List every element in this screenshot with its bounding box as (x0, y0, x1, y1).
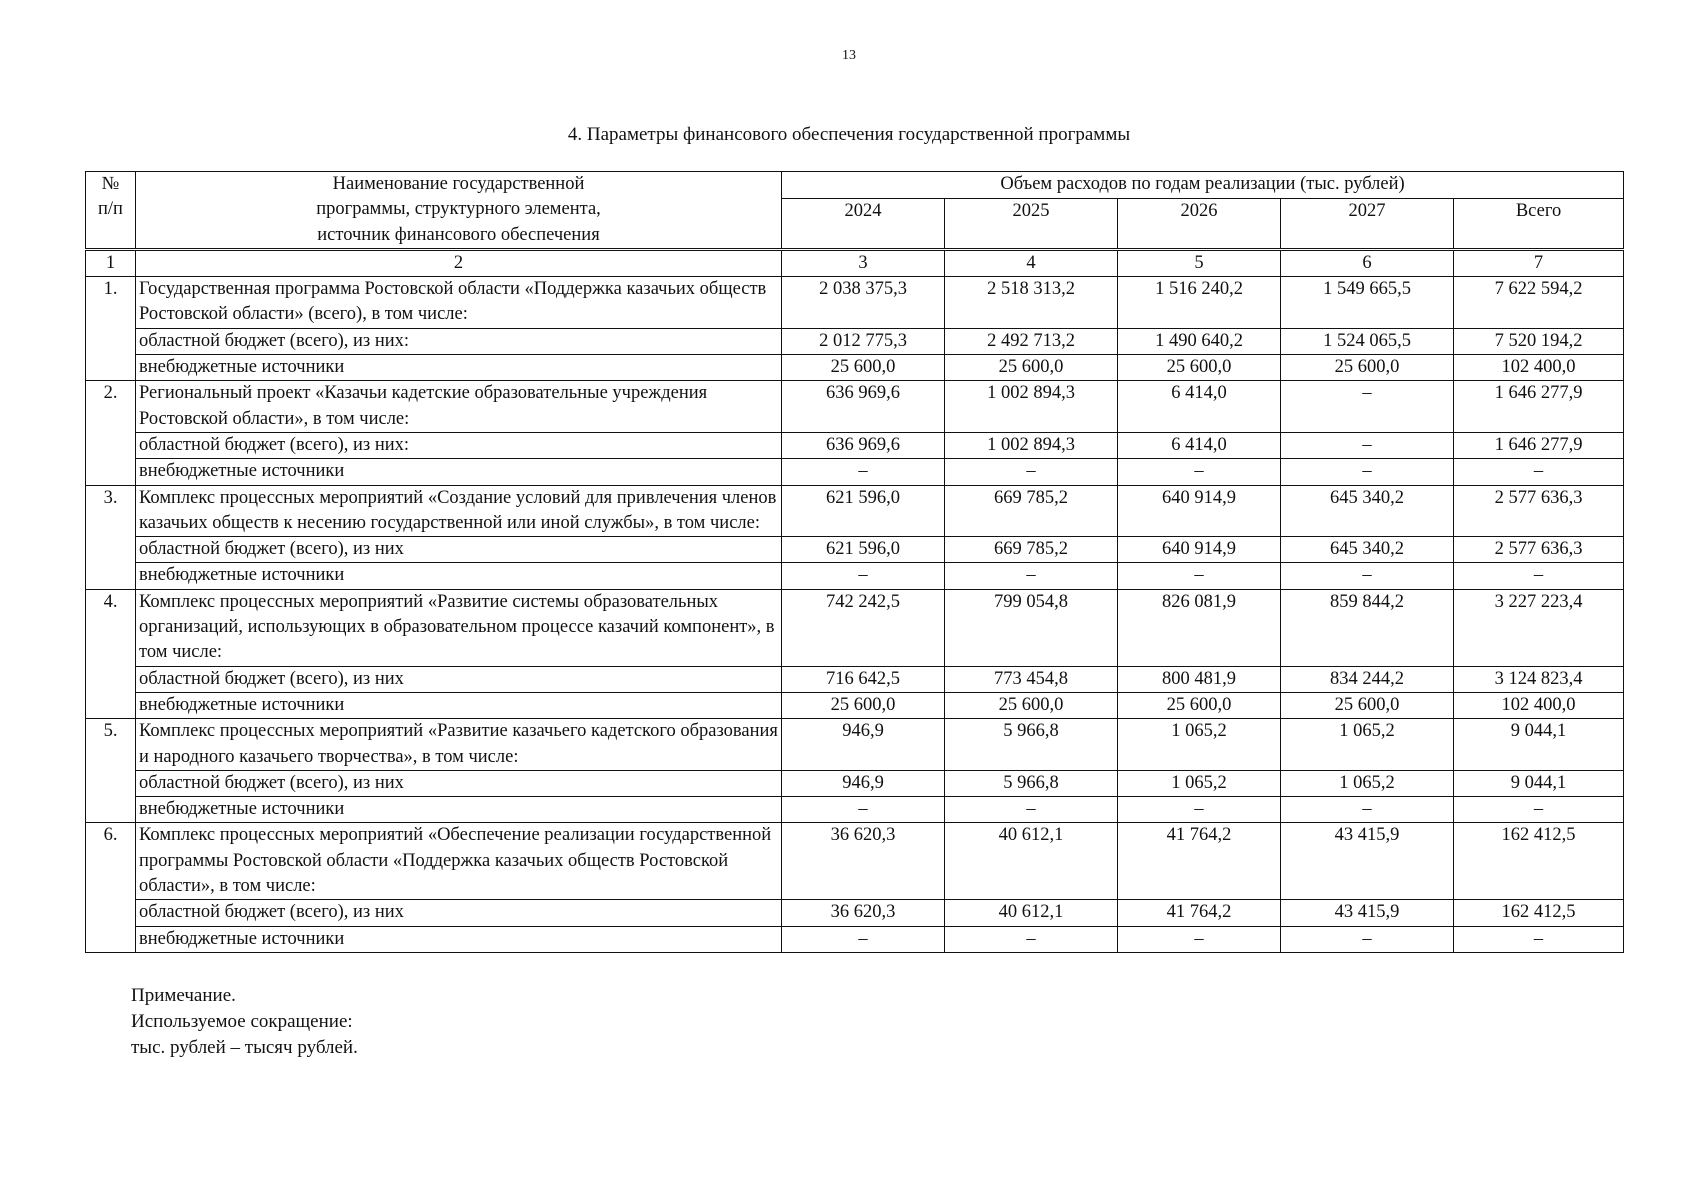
value-cell: 669 785,2 (945, 537, 1118, 563)
value-cell: 7 622 594,2 (1454, 277, 1624, 329)
row-name: Государственная программа Ростовской области «Поддержка казачьих обществ Ростовской области» (всего), в том числе: (136, 277, 782, 329)
value-cell: – (782, 797, 945, 823)
extrabudgetary-row (86, 563, 1624, 589)
value-cell: 640 914,9 (1118, 485, 1281, 537)
header-num (86, 172, 136, 250)
extrabudgetary-row (86, 692, 1624, 718)
row-name: областной бюджет (всего), из них: (136, 328, 782, 354)
value-cell: – (1454, 459, 1624, 485)
program-row (86, 485, 1624, 537)
value-cell: 621 596,0 (782, 485, 945, 537)
regional-budget-row (86, 328, 1624, 354)
note-abbrev-text: тыс. рублей – тысяч рублей. (131, 1037, 358, 1058)
value-cell: 162 412,5 (1454, 900, 1624, 926)
document-title: 4. Параметры финансового обеспечения государственной программы (567, 124, 1131, 145)
value-cell: 25 600,0 (945, 692, 1118, 718)
value-cell: 3 227 223,4 (1454, 589, 1624, 666)
header-year-2027: 2027 (1281, 198, 1454, 249)
header-year-2026: 2026 (1118, 198, 1281, 249)
value-cell: 946,9 (782, 770, 945, 796)
row-number: 4. (86, 589, 136, 718)
program-row (86, 719, 1624, 771)
value-cell: 1 065,2 (1281, 719, 1454, 771)
row-name: внебюджетные источники (136, 926, 782, 952)
value-cell: – (945, 926, 1118, 952)
value-cell: 1 490 640,2 (1118, 328, 1281, 354)
value-cell: – (945, 459, 1118, 485)
value-cell: 859 844,2 (1281, 589, 1454, 666)
value-cell: – (945, 563, 1118, 589)
value-cell: 25 600,0 (1281, 355, 1454, 381)
value-cell: 636 969,6 (782, 381, 945, 433)
value-cell: – (1281, 563, 1454, 589)
financing-table (85, 171, 1624, 953)
value-cell: 1 549 665,5 (1281, 277, 1454, 329)
row-name: областной бюджет (всего), из них: (136, 432, 782, 458)
value-cell: – (782, 563, 945, 589)
regional-budget-row (86, 537, 1624, 563)
value-cell: 2 577 636,3 (1454, 485, 1624, 537)
row-name: областной бюджет (всего), из них (136, 770, 782, 796)
value-cell: 1 516 240,2 (1118, 277, 1281, 329)
value-cell: 640 914,9 (1118, 537, 1281, 563)
row-name: внебюджетные источники (136, 459, 782, 485)
value-cell: 1 002 894,3 (945, 432, 1118, 458)
row-name: областной бюджет (всего), из них (136, 900, 782, 926)
value-cell: 799 054,8 (945, 589, 1118, 666)
header-name (136, 172, 782, 250)
value-cell: 162 412,5 (1454, 823, 1624, 900)
value-cell: 36 620,3 (782, 900, 945, 926)
program-row (86, 823, 1624, 900)
header-total: Всего (1454, 198, 1624, 249)
value-cell: 1 646 277,9 (1454, 381, 1624, 433)
row-name: Комплекс процессных мероприятий «Обеспечение реализации государственной программы Ростовской области «Поддержка казачьих обществ Ростовской области», в том числе: (136, 823, 782, 900)
row-name: областной бюджет (всего), из них (136, 537, 782, 563)
value-cell: 946,9 (782, 719, 945, 771)
extrabudgetary-row (86, 926, 1624, 952)
value-cell: 773 454,8 (945, 666, 1118, 692)
row-name: внебюджетные источники (136, 692, 782, 718)
value-cell: – (1118, 797, 1281, 823)
column-number: 1 (86, 249, 136, 276)
regional-budget-row (86, 666, 1624, 692)
value-cell: 25 600,0 (945, 355, 1118, 381)
column-number: 2 (136, 249, 782, 276)
value-cell: 40 612,1 (945, 823, 1118, 900)
value-cell: 716 642,5 (782, 666, 945, 692)
value-cell: – (1118, 459, 1281, 485)
value-cell: 1 002 894,3 (945, 381, 1118, 433)
value-cell: – (782, 459, 945, 485)
value-cell: – (1118, 926, 1281, 952)
value-cell: 826 081,9 (1118, 589, 1281, 666)
value-cell: 2 518 313,2 (945, 277, 1118, 329)
page-number: 13 (842, 48, 856, 63)
value-cell: 102 400,0 (1454, 355, 1624, 381)
value-cell: – (1118, 563, 1281, 589)
value-cell: 43 415,9 (1281, 900, 1454, 926)
value-cell: – (945, 797, 1118, 823)
row-name: Комплекс процессных мероприятий «Развитие казачьего кадетского образования и народного казачьего творчества», в том числе: (136, 719, 782, 771)
program-row (86, 589, 1624, 666)
value-cell: 1 524 065,5 (1281, 328, 1454, 354)
value-cell: 102 400,0 (1454, 692, 1624, 718)
program-row (86, 277, 1624, 329)
value-cell: 1 065,2 (1281, 770, 1454, 796)
regional-budget-row (86, 900, 1624, 926)
value-cell: 6 414,0 (1118, 381, 1281, 433)
row-name: областной бюджет (всего), из них (136, 666, 782, 692)
regional-budget-row (86, 432, 1624, 458)
value-cell: – (1454, 926, 1624, 952)
value-cell: 669 785,2 (945, 485, 1118, 537)
value-cell: – (1281, 381, 1454, 433)
value-cell: 9 044,1 (1454, 770, 1624, 796)
value-cell: – (782, 926, 945, 952)
value-cell: 2 012 775,3 (782, 328, 945, 354)
value-cell: 25 600,0 (1118, 355, 1281, 381)
row-number: 3. (86, 485, 136, 589)
column-number: 6 (1281, 249, 1454, 276)
row-name: внебюджетные источники (136, 563, 782, 589)
value-cell: 41 764,2 (1118, 900, 1281, 926)
note-title: Примечание. (131, 985, 236, 1006)
header-volume: Объем расходов по годам реализации (тыс. рублей) (782, 172, 1624, 199)
value-cell: 36 620,3 (782, 823, 945, 900)
extrabudgetary-row (86, 459, 1624, 485)
value-cell: 1 065,2 (1118, 719, 1281, 771)
value-cell: 800 481,9 (1118, 666, 1281, 692)
value-cell: 2 577 636,3 (1454, 537, 1624, 563)
notes (131, 983, 358, 1061)
row-number: 2. (86, 381, 136, 485)
value-cell: 742 242,5 (782, 589, 945, 666)
value-cell: – (1281, 926, 1454, 952)
value-cell: 1 065,2 (1118, 770, 1281, 796)
value-cell: – (1281, 459, 1454, 485)
value-cell: 1 646 277,9 (1454, 432, 1624, 458)
value-cell: 25 600,0 (1281, 692, 1454, 718)
value-cell: 621 596,0 (782, 537, 945, 563)
row-name: Комплекс процессных мероприятий «Создание условий для привлечения членов казачьих обществ к несению государственной или иной службы», в том числе: (136, 485, 782, 537)
value-cell: 6 414,0 (1118, 432, 1281, 458)
row-number: 6. (86, 823, 136, 952)
row-name: Комплекс процессных мероприятий «Развитие системы образовательных организаций, использующих в образовательном процессе казачий компонент», в том числе: (136, 589, 782, 666)
value-cell: 636 969,6 (782, 432, 945, 458)
value-cell: – (1454, 797, 1624, 823)
value-cell: 2 492 713,2 (945, 328, 1118, 354)
value-cell: 40 612,1 (945, 900, 1118, 926)
value-cell: 2 038 375,3 (782, 277, 945, 329)
column-number: 3 (782, 249, 945, 276)
column-numbers-row (86, 249, 1624, 276)
value-cell: 3 124 823,4 (1454, 666, 1624, 692)
value-cell: 645 340,2 (1281, 485, 1454, 537)
value-cell: 25 600,0 (782, 355, 945, 381)
row-name: Региональный проект «Казачьи кадетские образовательные учреждения Ростовской области», в том числе: (136, 381, 782, 433)
header-num-text: № п/п (98, 174, 123, 220)
value-cell: 5 966,8 (945, 770, 1118, 796)
value-cell: 25 600,0 (782, 692, 945, 718)
value-cell: 43 415,9 (1281, 823, 1454, 900)
regional-budget-row (86, 770, 1624, 796)
value-cell: 834 244,2 (1281, 666, 1454, 692)
value-cell: 41 764,2 (1118, 823, 1281, 900)
value-cell: – (1281, 432, 1454, 458)
value-cell: 7 520 194,2 (1454, 328, 1624, 354)
row-number: 5. (86, 719, 136, 823)
header-year-2024: 2024 (782, 198, 945, 249)
extrabudgetary-row (86, 355, 1624, 381)
row-name: внебюджетные источники (136, 797, 782, 823)
value-cell: 25 600,0 (1118, 692, 1281, 718)
value-cell: 645 340,2 (1281, 537, 1454, 563)
note-abbrev-heading: Используемое сокращение: (131, 1011, 353, 1032)
column-number: 5 (1118, 249, 1281, 276)
header-name-text: Наименование государственной программы, структурного элемента, источник финансового обеспечения (316, 174, 601, 245)
value-cell: – (1281, 797, 1454, 823)
program-row (86, 381, 1624, 433)
value-cell: 9 044,1 (1454, 719, 1624, 771)
value-cell: 5 966,8 (945, 719, 1118, 771)
column-number: 4 (945, 249, 1118, 276)
header-year-2025: 2025 (945, 198, 1118, 249)
row-name: внебюджетные источники (136, 355, 782, 381)
column-number: 7 (1454, 249, 1624, 276)
row-number: 1. (86, 277, 136, 381)
extrabudgetary-row (86, 797, 1624, 823)
value-cell: – (1454, 563, 1624, 589)
